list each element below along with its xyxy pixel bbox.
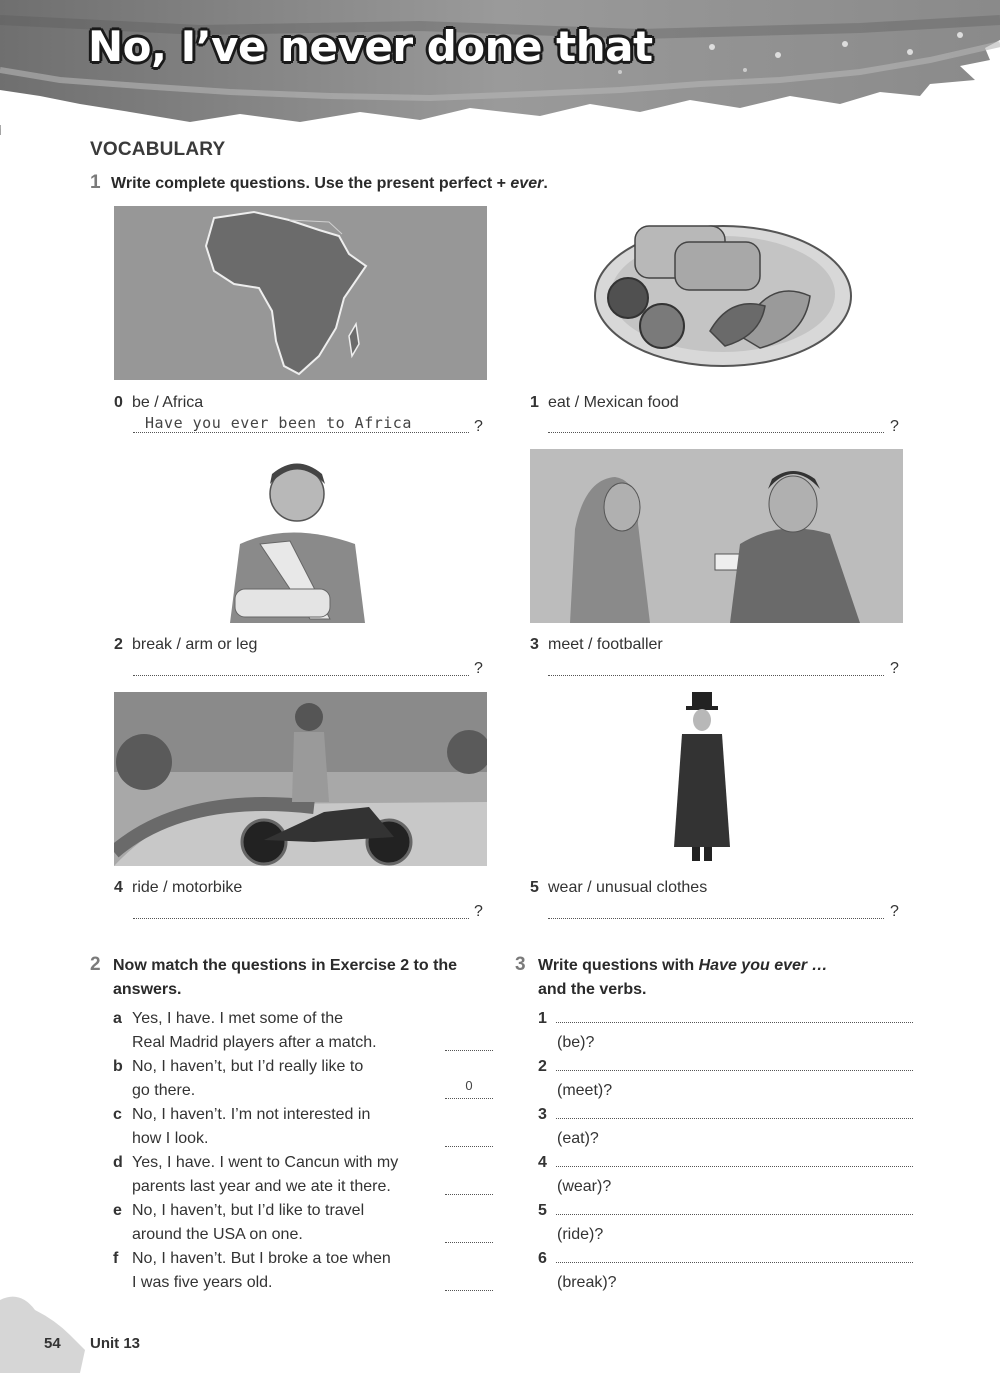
match-item-a: a Yes, I have. I met some of the Real Madrid players after a match. <box>113 1007 493 1055</box>
item-1-prompt: 1 eat / Mexican food <box>530 394 679 411</box>
item-2-prompt: 2 break / arm or leg <box>114 636 258 653</box>
match-answer-f[interactable] <box>445 1290 493 1291</box>
item-2-answer-line[interactable] <box>133 675 469 676</box>
match-answer-a[interactable] <box>445 1050 493 1051</box>
man-cape-tophat-image <box>672 692 732 866</box>
item-5-qmark: ? <box>890 903 899 920</box>
exercise-1-number: 1 <box>90 172 101 193</box>
match-answer-b[interactable]: 0 <box>445 1074 493 1099</box>
mexican-food-image <box>590 206 855 380</box>
match-item-f: f No, I haven’t. But I broke a toe when I was five years old. <box>113 1247 493 1295</box>
item-1-qmark: ? <box>890 418 899 435</box>
item-4-answer-line[interactable] <box>133 918 469 919</box>
match-answer-e[interactable] <box>445 1242 493 1243</box>
exercise-3-header <box>515 954 935 1002</box>
africa-map-image <box>114 206 487 380</box>
ex3-answer-line-6[interactable] <box>556 1262 913 1263</box>
title-banner <box>0 0 1000 135</box>
item-4-qmark: ? <box>474 903 483 920</box>
exercise-2-header <box>90 954 500 1002</box>
section-heading: VOCABULARY <box>90 139 226 160</box>
page-title: No, I’ve never done that <box>88 22 653 71</box>
ex3-answer-line-4[interactable] <box>556 1166 913 1167</box>
ex3-answer-line-1[interactable] <box>556 1022 913 1023</box>
exercise-1-header <box>90 172 548 196</box>
boy-broken-arm-image <box>230 449 365 623</box>
item-2-qmark: ? <box>474 660 483 677</box>
unit-label: Unit 13 <box>90 1335 141 1352</box>
item-3-answer-line[interactable] <box>548 675 884 676</box>
girl-motorbike-image <box>114 692 487 866</box>
exercise-3-number: 3 <box>515 954 526 975</box>
ex3-answer-line-5[interactable] <box>556 1214 913 1215</box>
item-3-prompt: 3 meet / footballer <box>530 636 663 653</box>
page-number: 54 <box>44 1335 61 1352</box>
ex3-answer-line-3[interactable] <box>556 1118 913 1119</box>
exercise-2-instruction: Now match the questions in Exercise 2 to the answers. <box>113 957 458 998</box>
item-5-prompt: 5 wear / unusual clothes <box>530 879 708 896</box>
match-item-e: e No, I haven’t, but I’d like to travel around the USA on one. <box>113 1199 493 1247</box>
exercise-3-instruction: Write questions with Have you ever … and the verbs. <box>538 957 828 998</box>
item-4-prompt: 4 ride / motorbike <box>114 879 243 896</box>
item-3-qmark: ? <box>890 660 899 677</box>
item-1-answer-line[interactable] <box>548 432 884 433</box>
item-0-prompt: 0 be / Africa <box>114 394 204 411</box>
match-answer-c[interactable] <box>445 1146 493 1147</box>
ex3-answer-line-2[interactable] <box>556 1070 913 1071</box>
match-item-c: c No, I haven’t. I’m not interested in how I look. <box>113 1103 493 1151</box>
exercise-2-number: 2 <box>90 954 101 975</box>
match-answer-d[interactable] <box>445 1194 493 1195</box>
item-0-qmark: ? <box>474 418 483 435</box>
exercise-1-instruction: Write complete questions. Use the present perfect + ever. <box>111 175 548 192</box>
match-item-d: d Yes, I have. I went to Cancun with my parents last year and we ate it there. <box>113 1151 493 1199</box>
match-item-b: b No, I haven’t, but I’d really like to go there. 0 <box>113 1055 493 1103</box>
item-0-answer: Have you ever been to Africa <box>145 414 412 432</box>
footer-brush-graphic <box>0 1290 90 1373</box>
item-5-answer-line[interactable] <box>548 918 884 919</box>
item-0-answer-line[interactable] <box>133 432 469 433</box>
autograph-image <box>530 449 903 623</box>
